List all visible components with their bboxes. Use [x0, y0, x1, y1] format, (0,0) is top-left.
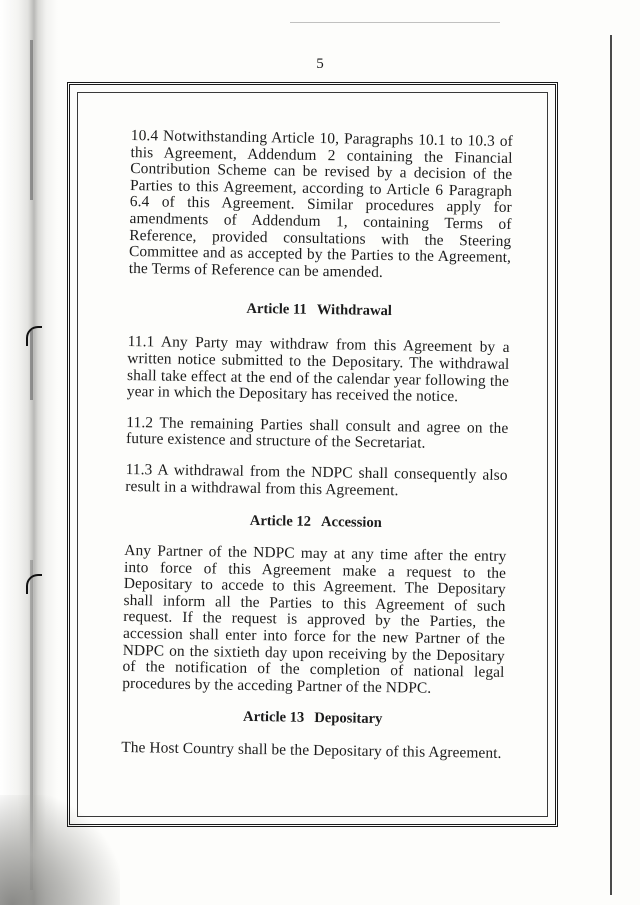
heading-article-13 [122, 706, 504, 730]
paragraph-10-4: 10.4 Notwithstanding Article 10, Paragraphs 10.1 to 10.3 of this Agreement, Addendum 2 containing the Financial Contribution Scheme can be revised by a decision of the Parties to this Agreement, according to Article 6 Paragraph 6.4 of this Agreement. Similar procedures apply for amendments of Addendum 1, containing Terms of Reference, provided consultations with the Steering Committee and as accepted by the Parties to the Agreement, the Terms of Reference can be amended. [128, 127, 513, 281]
article-number: Article 11 [246, 301, 307, 319]
paragraph-13: The Host Country shall be the Depositary of this Agreement. [121, 739, 502, 763]
article-number: Article 12 [249, 513, 312, 530]
scan-top-line [290, 22, 500, 23]
scan-left-edge [0, 0, 58, 905]
article-title: Depositary [314, 710, 383, 728]
punch-hole-mark [26, 574, 42, 594]
punch-hole-mark [26, 326, 42, 346]
page-number: 5 [316, 56, 324, 72]
article-number: Article 13 [242, 709, 305, 727]
heading-article-12 [125, 510, 507, 534]
document-body [121, 128, 513, 763]
heading-article-11 [128, 298, 510, 322]
article-title: Accession [320, 514, 382, 532]
paragraph-11-2: 11.2 The remaining Parties shall consult and agree on the future existence and structure of the Secretariat. [125, 413, 509, 452]
article-title: Withdrawal [316, 302, 393, 320]
paragraph-11-1: 11.1 Any Party may withdraw from this Agreement by a written notice submitted to the Depositary. The withdrawal shall take effect at the end of the calendar year following the year in which the Depositary has received the notice. [126, 333, 510, 406]
paragraph-11-3: 11.3 A withdrawal from the NDPC shall consequently also result in a withdrawal from this Agreement. [125, 460, 508, 499]
scan-right-edge [610, 35, 612, 895]
paragraph-12: Any Partner of the NDPC may at any time after the entry into force of this Agreement make a request to the Depositary to accede to this Agreement. The Depositary shall inform all the Parties to this Agreement of such request. If the request is approved by the Parties, the accession shall enter into force for the new Partner of the NDPC on the sixtieth day upon receiving by the Depositary of the notification of the completion of national legal procedures by the acceding Partner of the NDPC. [122, 542, 507, 697]
